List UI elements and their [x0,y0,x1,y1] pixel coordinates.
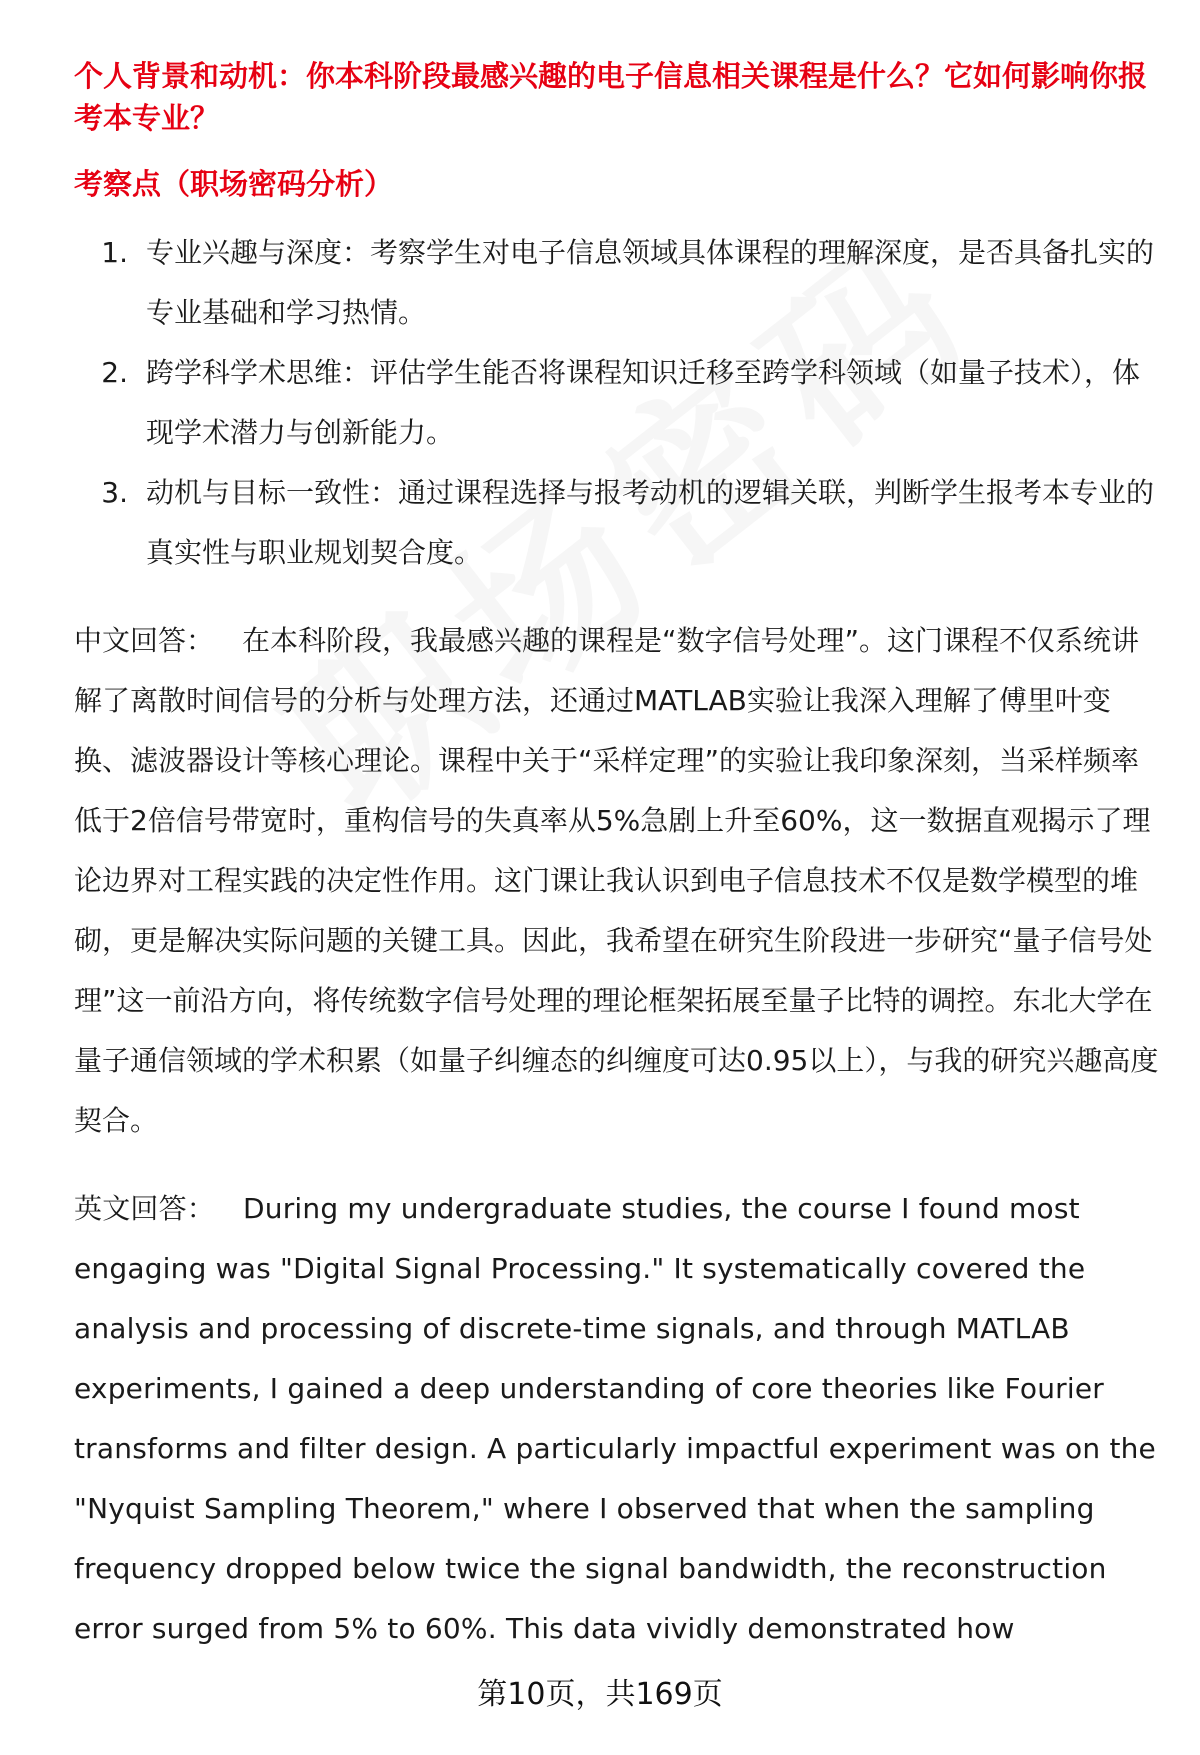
english-answer-label: 英文回答： [74,1192,216,1225]
list-item-text: 专业兴趣与深度：考察学生对电子信息领域具体课程的理解深度，是否具备扎实的专业基础和学习热情。 [146,236,1155,329]
chinese-answer-text: 在本科阶段，我最感兴趣的课程是“数字信号处理”。这门课程不仅系统讲解了离散时间信号的分析与处理方法，还通过MATLAB实验让我深入理解了傅里叶变换、滤波器设计等核心理论。课程中关于“采样定理”的实验让我印象深刻，当采样频率低于2倍信号带宽时，重构信号的失真率从5%急剧上升至60%，这一数据直观揭示了理论边界对工程实践的决定性作用。这门课让我认识到电子信息技术不仅是数学模型的堆砌，更是解决实际问题的关键工具。因此，我希望在研究生阶段进一步研究“量子信号处理”这一前沿方向，将传统数字信号处理的理论框架拓展至量子比特的调控。东北大学在量子通信领域的学术积累（如量子纠缠态的纠缠度可达0.95以上），与我的研究兴趣高度契合。 [74,624,1159,1137]
question-heading: 个人背景和动机：你本科阶段最感兴趣的电子信息相关课程是什么？它如何影响你报考本专业？ [74,59,1148,135]
chinese-answer-label: 中文回答： [74,624,215,657]
list-item-text: 跨学科学术思维：评估学生能否将课程知识迁移至跨学科领域（如量子技术），体现学术潜力与创新能力。 [146,356,1141,449]
assessment-points-list [74,223,1159,583]
list-item-number: 1. [101,236,128,269]
list-item [74,463,1159,583]
document-page [74,55,1159,1659]
english-answer [74,1179,1159,1659]
section-title: 考察点（职场密码分析） [74,167,394,201]
list-item-number: 2. [101,356,128,389]
list-item-number: 3. [101,476,128,509]
list-item [74,343,1159,463]
page-number: 第10页，共169页 [477,1677,723,1712]
list-item [74,223,1159,343]
english-answer-text: During my undergraduate studies, the course I found most engaging was "Digital Signal Processing." It systematically covered the analysis and processing of discrete-time signals, and through MATLAB experiments, I gained a deep understanding of core theories like Fourier transforms and filter design. A particularly impactful experiment was on the "Nyquist Sampling Theorem," where I observed that when the sampling frequency dropped below twice the signal bandwidth, the reconstruction error surged from 5% to 60%. This data vividly demonstrated how [74,1192,1156,1645]
chinese-answer [74,611,1159,1151]
list-item-text: 动机与目标一致性：通过课程选择与报考动机的逻辑关联，判断学生报考本专业的真实性与职业规划契合度。 [146,476,1155,569]
